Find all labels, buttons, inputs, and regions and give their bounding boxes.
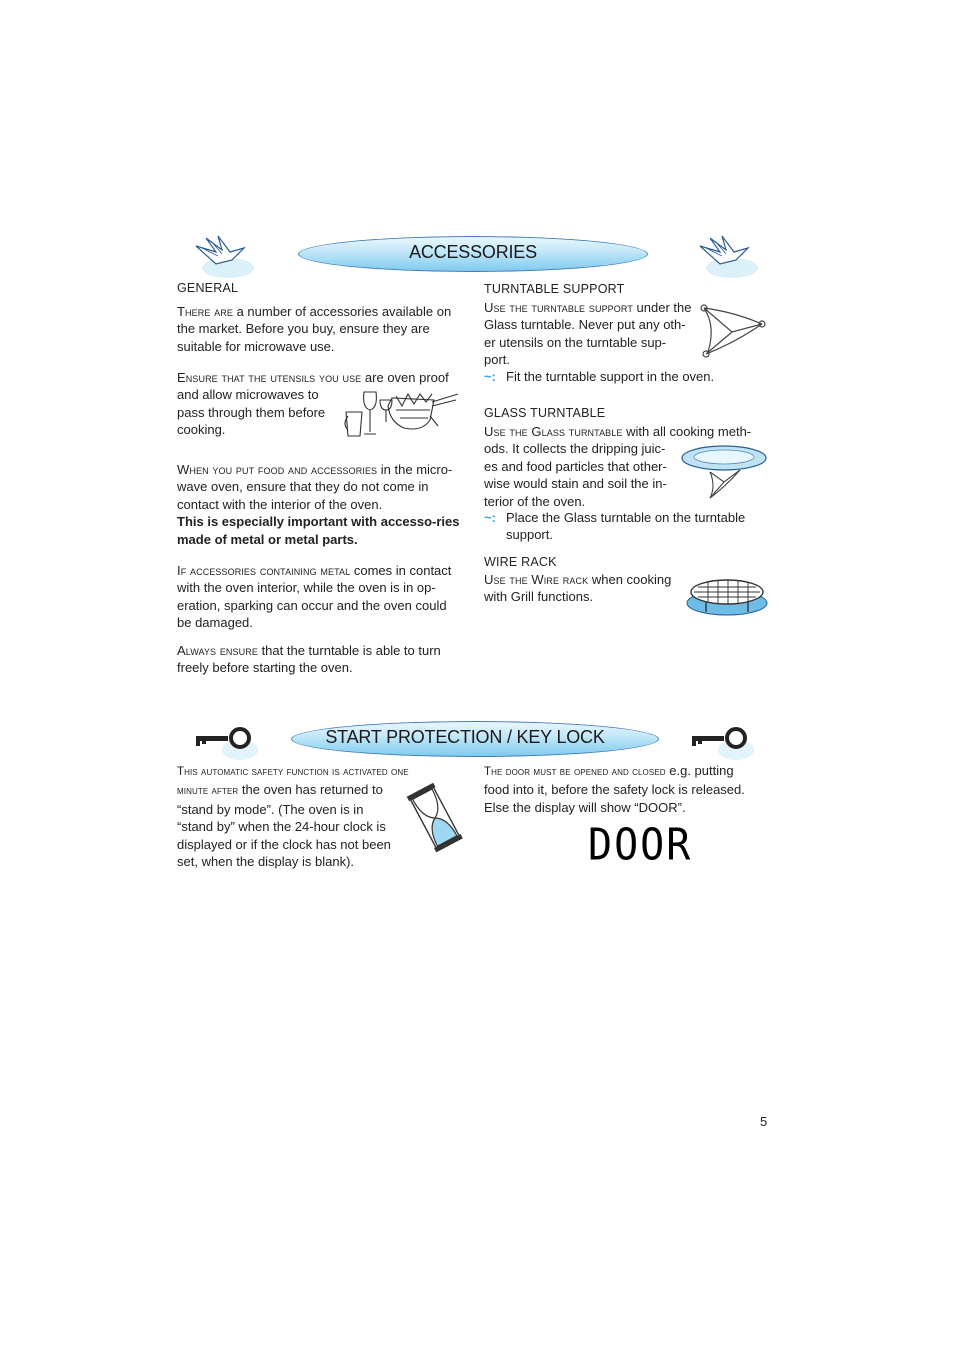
heading-wire-rack: WIRE RACK [484,555,557,569]
utensils-illustration [338,386,462,440]
tip-icon: ~: [484,369,496,384]
door-display: DOOR [588,819,693,871]
paragraph: If accessories containing metal comes in contact with the oven interior, while the oven is in op-eration, sparking can occur and the oven could be damaged. [177,563,452,631]
section-title: ACCESSORIES [409,242,537,262]
section-banner-key-lock [291,721,659,757]
tip: ~: Place the Glass turntable on the turntable support. [484,510,746,543]
heading-general: GENERAL [177,281,239,295]
bird-icon [692,234,762,282]
paragraph: This automatic safety function is activated one minute after the oven has returned to “stand by mode”. (The oven is in “stand by” when the 24-hour clock is displayed or if the clock has not been set, when the display is blank). [177,766,409,870]
glass-turntable-illustration [680,440,770,504]
paragraph: Use the Wire rack when cooking with Grill functions. [484,572,672,605]
paragraph: Ensure that the utensils you use are oven proof and allow microwaves to pass through them before cooking. [177,370,449,438]
paragraph: Use the Glass turntable with all cooking meth- ods. It collects the dripping juic- es and food particles that other- wise would stain and soil the in- terior of the oven. [484,424,752,509]
heading-turntable-support: TURNTABLE SUPPORT [484,282,625,296]
paragraph: Use the turntable support under the Glass turntable. Never put any oth- er utensils on the turntable sup- port. [484,300,692,368]
paragraph: There are a number of accessories available on the market. Before you buy, ensure they are suitable for microwave use. [177,304,452,354]
bird-icon [188,234,258,282]
paragraph: The door must be opened and closed e.g. putting food into it, before the safety lock is released. Else the display will show “DOOR”. [484,763,745,815]
tip: ~: Fit the turntable support in the oven. [484,369,715,384]
wire-rack-illustration [684,576,770,618]
key-icon [194,724,264,764]
paragraph: Always ensure that the turntable is able to turn freely before starting the oven. [177,643,441,676]
section-banner-accessories [298,236,648,272]
paragraph: When you put food and accessories in the micro-wave oven, ensure that they do not come in contact with the interior of the oven. This is especially important with accesso-ries made of metal or metal parts. [177,462,460,547]
key-icon [690,724,760,764]
page-number: 5 [760,1114,768,1129]
turntable-support-illustration [696,302,768,360]
tip-icon: ~: [484,510,496,525]
section-title: START PROTECTION / KEY LOCK [325,727,605,747]
heading-glass-turntable: GLASS TURNTABLE [484,406,606,420]
hourglass-icon [404,782,466,854]
